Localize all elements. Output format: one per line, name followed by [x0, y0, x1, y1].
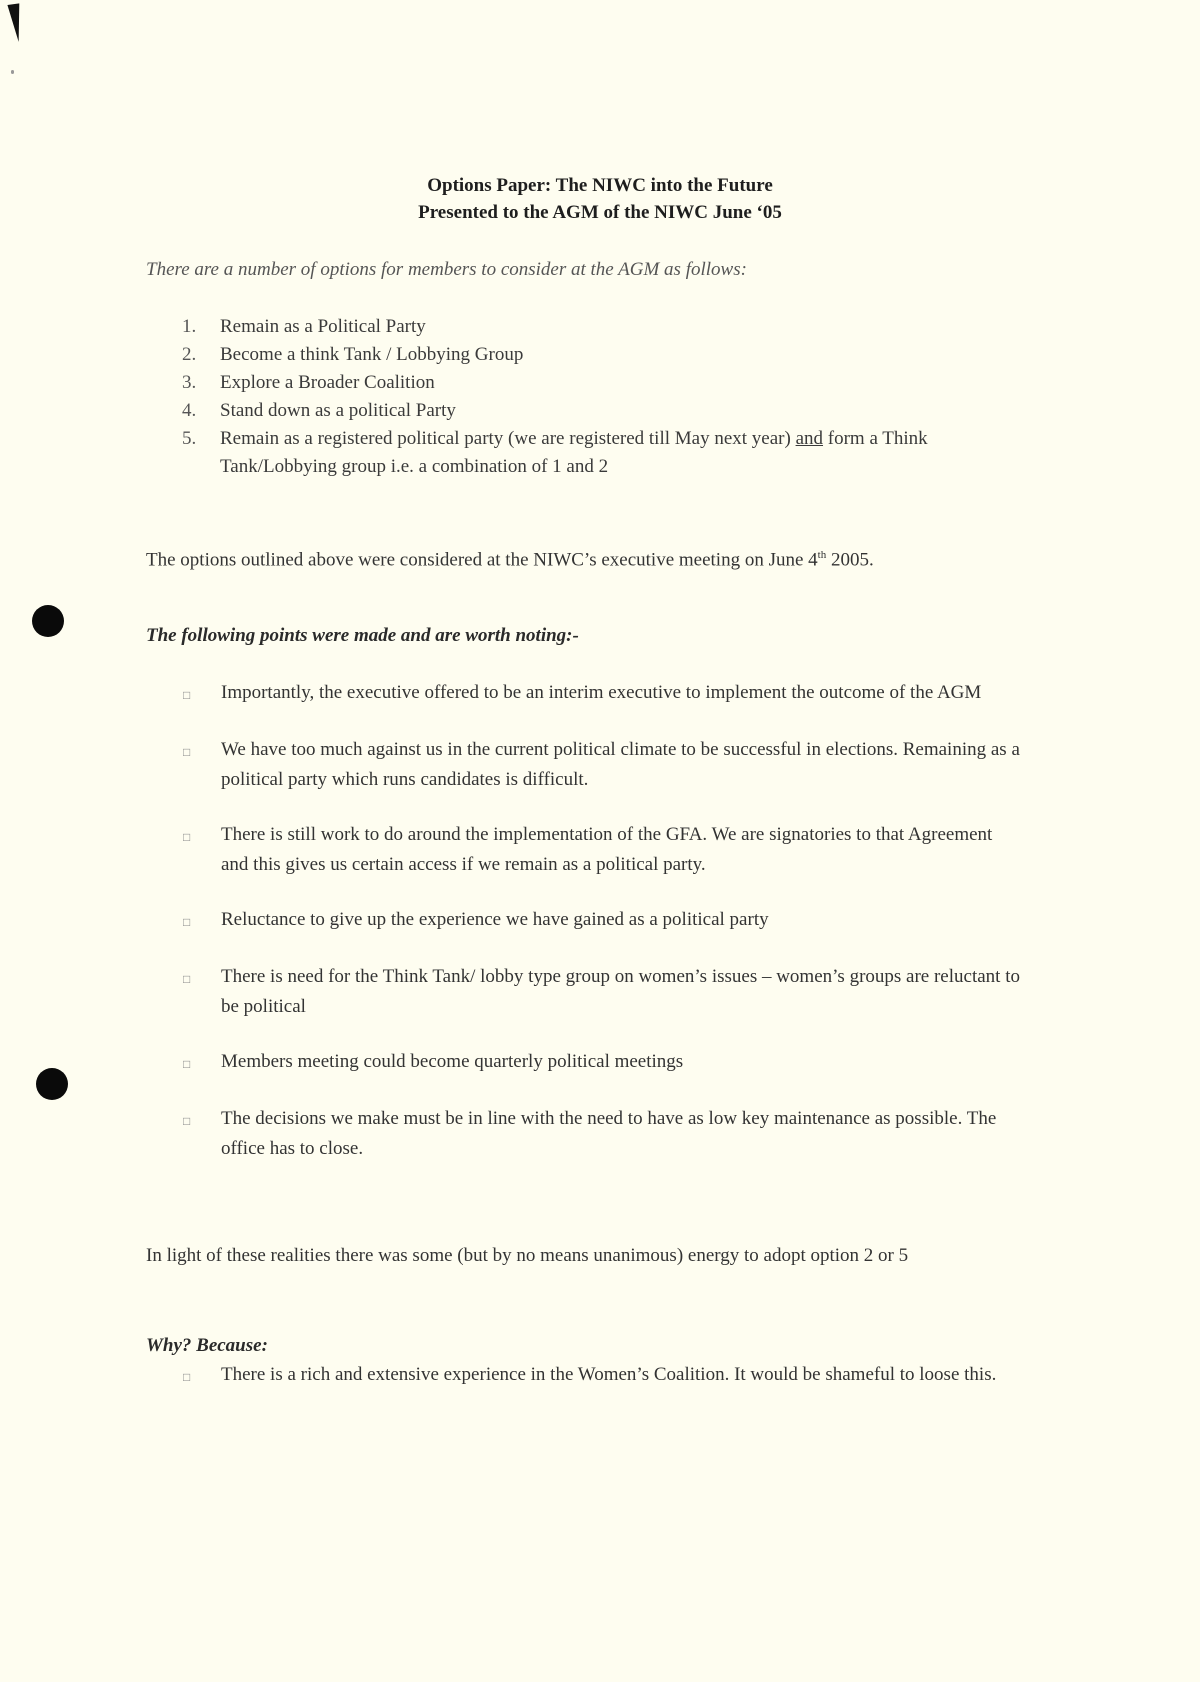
ordinal-suffix: th: [817, 549, 827, 561]
underlined-word: and: [795, 428, 824, 449]
point-text: Members meeting could become quarterly political meetings: [221, 1051, 684, 1072]
option-text: Remain as a Political Party: [220, 316, 426, 337]
option-item: [182, 341, 1012, 369]
exec-meeting-year: 2005.: [826, 549, 874, 571]
conclusion-paragraph: In light of these realities there was some (but by no means unanimous) energy to adopt option 2 or 5: [146, 1245, 909, 1266]
option-number: 5.: [182, 428, 197, 449]
option-text: Explore a Broader Coalition: [220, 372, 435, 393]
reasons-list: [183, 1360, 1023, 1392]
point-text: There is still work to do around the implementation of the GFA. We are signatories to that Agreement and this gives us certain access if we remain as a political party.: [221, 824, 993, 875]
point-item: [183, 820, 1023, 880]
intro-text: There are a number of options for members to consider at the AGM as follows:: [146, 259, 747, 280]
why-heading: Why? Because:: [146, 1335, 268, 1356]
exec-meeting-paragraph: [146, 540, 1026, 575]
scan-speck: [11, 70, 14, 74]
point-text: Importantly, the executive offered to be an interim executive to implement the outcome of the AGM: [221, 682, 982, 703]
title-line-2: Presented to the AGM of the NIWC June ‘05: [418, 202, 782, 223]
option-text-part: form a Think Tank/Lobbying group i.e. a combination of 1 and 2: [220, 428, 928, 477]
point-item: [183, 735, 1023, 795]
points-heading: The following points were made and are worth noting:-: [146, 625, 579, 646]
point-text: Reluctance to give up the experience we have gained as a political party: [221, 909, 769, 930]
checkbox-bullet-icon: □: [183, 1057, 191, 1071]
option-item: [182, 397, 1012, 425]
option-text: [220, 425, 1012, 481]
point-text: The decisions we make must be in line with the need to have as low key maintenance as possible. The office has to close.: [221, 1108, 997, 1159]
staple-mark: [7, 3, 24, 42]
point-item: [183, 1104, 1023, 1164]
document-title: [0, 172, 1200, 226]
option-text-part: Remain as a registered political party (we are registered till May next year): [220, 428, 796, 449]
exec-meeting-text: The options outlined above were considered at the NIWC’s executive meeting on June 4: [146, 549, 818, 571]
option-item: [182, 369, 1012, 397]
checkbox-bullet-icon: □: [183, 915, 191, 929]
option-item: [182, 425, 1012, 481]
option-text: Become a think Tank / Lobbying Group: [220, 344, 524, 365]
checkbox-bullet-icon: □: [183, 972, 191, 986]
point-item: [183, 678, 1023, 710]
point-text: We have too much against us in the current political climate to be successful in elections. Remaining as a political party which runs candidates is difficult.: [221, 739, 1020, 790]
point-item: [183, 905, 1023, 937]
punch-hole: [36, 1068, 68, 1100]
option-number: 2.: [182, 344, 197, 365]
option-number: 3.: [182, 372, 197, 393]
checkbox-bullet-icon: □: [183, 1370, 191, 1384]
reason-text: There is a rich and extensive experience in the Women’s Coalition. It would be shameful to loose this.: [221, 1364, 997, 1385]
checkbox-bullet-icon: □: [183, 745, 191, 759]
reason-item: [183, 1360, 1023, 1392]
point-text: There is need for the Think Tank/ lobby type group on women’s issues – women’s groups are reluctant to be political: [221, 966, 1020, 1017]
option-text: Stand down as a political Party: [220, 400, 456, 421]
point-item: [183, 1047, 1023, 1079]
points-list: [183, 678, 1023, 1186]
checkbox-bullet-icon: □: [183, 1114, 191, 1128]
point-item: [183, 962, 1023, 1022]
checkbox-bullet-icon: □: [183, 830, 191, 844]
punch-hole: [32, 605, 64, 637]
option-number: 1.: [182, 316, 197, 337]
title-line-1: Options Paper: The NIWC into the Future: [427, 175, 773, 196]
checkbox-bullet-icon: □: [183, 688, 191, 702]
option-item: [182, 313, 1012, 341]
option-number: 4.: [182, 400, 197, 421]
options-list: [182, 313, 1012, 481]
